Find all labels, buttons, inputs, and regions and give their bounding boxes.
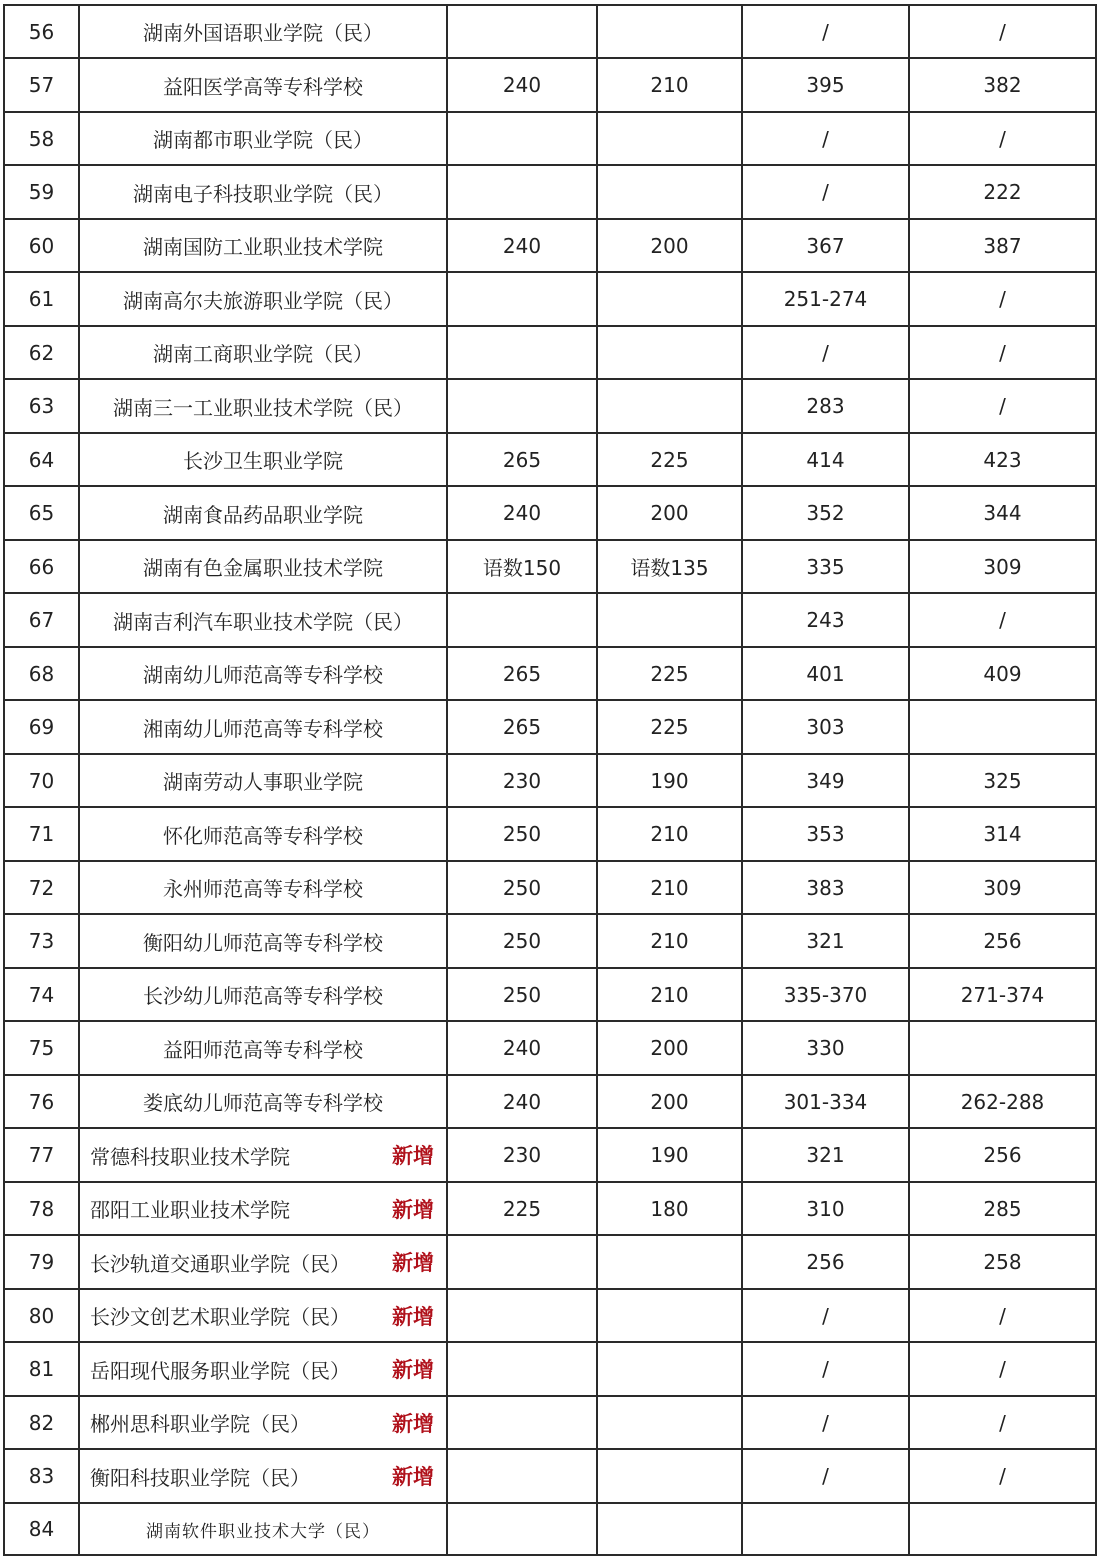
score-col-3-cell: /	[742, 1342, 909, 1396]
score-col-3-cell: 251-274	[742, 272, 909, 326]
school-name-cell	[79, 433, 447, 486]
score-col-1-cell: 265	[447, 433, 597, 486]
table-row	[4, 1289, 1096, 1342]
score-col-1-cell	[447, 379, 597, 433]
table-row	[4, 968, 1096, 1021]
table-row	[4, 58, 1096, 112]
table-body	[4, 5, 1096, 1555]
school-name-cell	[79, 1289, 447, 1342]
score-col-4-cell: 262-288	[909, 1075, 1096, 1128]
table-row	[4, 540, 1096, 593]
row-number-cell: 71	[4, 807, 79, 861]
table-row	[4, 1182, 1096, 1235]
score-col-2-cell: 180	[597, 1182, 742, 1235]
row-number-cell: 66	[4, 540, 79, 593]
table-row	[4, 1128, 1096, 1182]
school-name-text: 娄底幼儿师范高等专科学校	[143, 1091, 383, 1115]
school-name-text: 长沙卫生职业学院	[183, 449, 343, 473]
table-row	[4, 1396, 1096, 1449]
row-number-cell: 67	[4, 593, 79, 647]
row-number-cell: 75	[4, 1021, 79, 1075]
row-number-cell: 68	[4, 647, 79, 700]
score-col-2-cell: 190	[597, 754, 742, 807]
table-row	[4, 861, 1096, 914]
score-col-3-cell: 310	[742, 1182, 909, 1235]
new-badge: 新增	[392, 1251, 434, 1275]
score-col-2-cell: 210	[597, 861, 742, 914]
score-col-4-cell	[909, 1503, 1096, 1555]
row-number-cell: 62	[4, 326, 79, 379]
score-col-1-cell: 265	[447, 647, 597, 700]
score-col-4-cell: 314	[909, 807, 1096, 861]
score-col-1-cell: 250	[447, 807, 597, 861]
school-name-text: 湖南幼儿师范高等专科学校	[143, 663, 383, 687]
school-name-text: 郴州思科职业学院（民）	[90, 1412, 310, 1436]
score-col-4-cell: /	[909, 1289, 1096, 1342]
table-row	[4, 1449, 1096, 1503]
table-row	[4, 754, 1096, 807]
score-col-4-cell: 256	[909, 1128, 1096, 1182]
school-name-text: 湖南三一工业职业技术学院（民）	[113, 395, 413, 420]
school-name-cell	[79, 272, 447, 326]
score-col-3-cell: 349	[742, 754, 909, 807]
school-name-cell	[79, 58, 447, 112]
school-name-text: 湖南软件职业技术大学（民）	[146, 1521, 380, 1542]
row-number-cell: 56	[4, 5, 79, 58]
table-row	[4, 914, 1096, 968]
score-col-2-cell: 210	[597, 914, 742, 968]
score-col-2-cell	[597, 165, 742, 219]
score-col-3-cell: 301-334	[742, 1075, 909, 1128]
score-col-4-cell: 423	[909, 433, 1096, 486]
row-number-cell: 58	[4, 112, 79, 165]
score-col-1-cell: 225	[447, 1182, 597, 1235]
school-name-text: 岳阳现代服务职业学院（民）	[90, 1358, 350, 1383]
score-col-4-cell: /	[909, 5, 1096, 58]
school-name-cell	[79, 1449, 447, 1503]
table-row	[4, 1503, 1096, 1555]
row-number-cell: 61	[4, 272, 79, 326]
score-col-4-cell: 258	[909, 1235, 1096, 1289]
score-col-2-cell	[597, 1396, 742, 1449]
score-col-2-cell: 210	[597, 58, 742, 112]
score-col-3-cell: /	[742, 112, 909, 165]
score-col-3-cell: 352	[742, 486, 909, 540]
score-col-4-cell: 271-374	[909, 968, 1096, 1021]
row-number-cell: 80	[4, 1289, 79, 1342]
score-col-4-cell	[909, 1021, 1096, 1075]
score-col-2-cell: 200	[597, 486, 742, 540]
school-name-cell	[79, 1342, 447, 1396]
row-number-cell: 76	[4, 1075, 79, 1128]
table-row	[4, 112, 1096, 165]
score-col-2-cell	[597, 1235, 742, 1289]
school-name-text: 湘南幼儿师范高等专科学校	[143, 716, 383, 741]
school-name-text: 湖南吉利汽车职业技术学院（民）	[113, 609, 413, 634]
school-name-cell	[79, 861, 447, 914]
score-col-4-cell: 387	[909, 219, 1096, 272]
school-name-cell	[79, 1503, 447, 1555]
score-col-3-cell: 321	[742, 914, 909, 968]
table-row	[4, 433, 1096, 486]
school-name-text: 益阳师范高等专科学校	[163, 1037, 363, 1062]
score-col-4-cell: 344	[909, 486, 1096, 540]
table-row	[4, 1021, 1096, 1075]
score-col-2-cell: 225	[597, 647, 742, 700]
row-number-cell: 65	[4, 486, 79, 540]
score-col-2-cell: 190	[597, 1128, 742, 1182]
school-name-text: 邵阳工业职业技术学院	[90, 1198, 290, 1222]
score-col-3-cell: /	[742, 1289, 909, 1342]
score-col-2-cell: 225	[597, 700, 742, 754]
score-col-3-cell: /	[742, 326, 909, 379]
score-col-2-cell: 200	[597, 219, 742, 272]
score-col-4-cell: 222	[909, 165, 1096, 219]
school-name-text: 湖南食品药品职业学院	[163, 502, 363, 527]
table-row	[4, 647, 1096, 700]
row-number-cell: 59	[4, 165, 79, 219]
new-badge: 新增	[392, 1197, 434, 1222]
school-name-text: 湖南高尔夫旅游职业学院（民）	[123, 288, 403, 313]
row-number-cell: 79	[4, 1235, 79, 1289]
score-col-2-cell: 200	[597, 1075, 742, 1128]
table-row	[4, 700, 1096, 754]
new-badge: 新增	[392, 1144, 434, 1168]
school-name-cell	[79, 1235, 447, 1289]
score-col-1-cell: 240	[447, 486, 597, 540]
score-col-3-cell: 414	[742, 433, 909, 486]
school-name-cell	[79, 1075, 447, 1128]
score-col-2-cell	[597, 272, 742, 326]
row-number-cell: 78	[4, 1182, 79, 1235]
school-name-text: 湖南电子科技职业学院（民）	[133, 181, 393, 206]
admission-score-table	[3, 4, 1097, 1556]
score-col-1-cell	[447, 1449, 597, 1503]
score-col-3-cell: 243	[742, 593, 909, 647]
row-number-cell: 69	[4, 700, 79, 754]
score-col-4-cell: /	[909, 1342, 1096, 1396]
score-col-2-cell: 200	[597, 1021, 742, 1075]
score-col-4-cell: /	[909, 1449, 1096, 1503]
score-col-3-cell: 321	[742, 1128, 909, 1182]
table-row	[4, 272, 1096, 326]
score-col-1-cell	[447, 1396, 597, 1449]
school-name-text: 长沙轨道交通职业学院（民）	[90, 1251, 350, 1276]
score-col-1-cell	[447, 272, 597, 326]
row-number-cell: 70	[4, 754, 79, 807]
table-row	[4, 807, 1096, 861]
score-col-4-cell: /	[909, 379, 1096, 433]
score-col-2-cell	[597, 326, 742, 379]
school-name-cell	[79, 379, 447, 433]
score-col-1-cell: 语数150	[447, 540, 597, 593]
score-col-1-cell: 240	[447, 1075, 597, 1128]
school-name-text: 怀化师范高等专科学校	[163, 823, 363, 848]
row-number-cell: 84	[4, 1503, 79, 1555]
school-name-cell	[79, 1396, 447, 1449]
school-name-cell	[79, 754, 447, 807]
score-col-2-cell	[597, 5, 742, 58]
score-col-1-cell: 230	[447, 1128, 597, 1182]
score-col-1-cell: 240	[447, 1021, 597, 1075]
table-row	[4, 593, 1096, 647]
score-col-2-cell: 225	[597, 433, 742, 486]
score-col-4-cell: /	[909, 326, 1096, 379]
school-name-text: 常德科技职业技术学院	[90, 1144, 290, 1169]
row-number-cell: 57	[4, 58, 79, 112]
score-col-1-cell	[447, 165, 597, 219]
score-col-2-cell	[597, 1342, 742, 1396]
score-col-1-cell: 240	[447, 58, 597, 112]
score-col-1-cell: 250	[447, 968, 597, 1021]
score-col-2-cell	[597, 379, 742, 433]
score-col-3-cell: 401	[742, 647, 909, 700]
score-col-3-cell: 303	[742, 700, 909, 754]
school-name-cell	[79, 219, 447, 272]
score-col-1-cell	[447, 1235, 597, 1289]
row-number-cell: 72	[4, 861, 79, 914]
score-col-1-cell: 265	[447, 700, 597, 754]
school-name-cell	[79, 968, 447, 1021]
score-col-4-cell: 285	[909, 1182, 1096, 1235]
school-name-cell	[79, 112, 447, 165]
table-row	[4, 486, 1096, 540]
school-name-text: 永州师范高等专科学校	[163, 877, 363, 901]
score-col-3-cell	[742, 1503, 909, 1555]
row-number-cell: 60	[4, 219, 79, 272]
row-number-cell: 64	[4, 433, 79, 486]
score-col-2-cell: 210	[597, 968, 742, 1021]
score-col-1-cell: 240	[447, 219, 597, 272]
school-name-cell	[79, 1128, 447, 1182]
school-name-text: 长沙文创艺术职业学院（民）	[90, 1305, 350, 1329]
score-col-2-cell	[597, 1289, 742, 1342]
new-badge: 新增	[392, 1358, 434, 1382]
score-col-3-cell: 395	[742, 58, 909, 112]
score-col-3-cell: 283	[742, 379, 909, 433]
school-name-cell	[79, 647, 447, 700]
school-name-cell	[79, 326, 447, 379]
table-row	[4, 219, 1096, 272]
score-col-4-cell: 309	[909, 540, 1096, 593]
school-name-text: 湖南有色金属职业技术学院	[143, 556, 383, 580]
school-name-text: 衡阳幼儿师范高等专科学校	[143, 930, 383, 955]
new-badge: 新增	[392, 1411, 434, 1436]
score-col-2-cell: 语数135	[597, 540, 742, 593]
score-col-4-cell: 256	[909, 914, 1096, 968]
score-col-4-cell: /	[909, 112, 1096, 165]
score-col-3-cell: 330	[742, 1021, 909, 1075]
new-badge: 新增	[392, 1304, 434, 1329]
school-name-cell	[79, 5, 447, 58]
table-row	[4, 5, 1096, 58]
row-number-cell: 73	[4, 914, 79, 968]
score-col-3-cell: 367	[742, 219, 909, 272]
school-name-cell	[79, 700, 447, 754]
score-col-1-cell: 250	[447, 861, 597, 914]
school-name-cell	[79, 914, 447, 968]
row-number-cell: 63	[4, 379, 79, 433]
table-row	[4, 1342, 1096, 1396]
score-col-4-cell: 325	[909, 754, 1096, 807]
score-col-1-cell: 250	[447, 914, 597, 968]
row-number-cell: 82	[4, 1396, 79, 1449]
school-name-text: 衡阳科技职业学院（民）	[90, 1465, 310, 1490]
row-number-cell: 81	[4, 1342, 79, 1396]
score-col-3-cell: 335-370	[742, 968, 909, 1021]
school-name-cell	[79, 486, 447, 540]
row-number-cell: 83	[4, 1449, 79, 1503]
school-name-cell	[79, 1021, 447, 1075]
school-name-text: 湖南劳动人事职业学院	[163, 770, 363, 794]
school-name-cell	[79, 165, 447, 219]
score-col-3-cell: 256	[742, 1235, 909, 1289]
school-name-cell	[79, 1182, 447, 1235]
score-col-1-cell	[447, 326, 597, 379]
school-name-text: 湖南都市职业学院（民）	[153, 128, 373, 152]
table-row	[4, 1235, 1096, 1289]
table-row	[4, 1075, 1096, 1128]
score-col-3-cell: /	[742, 165, 909, 219]
row-number-cell: 74	[4, 968, 79, 1021]
score-col-1-cell	[447, 1503, 597, 1555]
school-name-cell	[79, 807, 447, 861]
score-col-2-cell	[597, 1503, 742, 1555]
score-col-3-cell: 353	[742, 807, 909, 861]
score-col-1-cell	[447, 5, 597, 58]
school-name-text: 湖南工商职业学院（民）	[153, 342, 373, 366]
score-col-1-cell	[447, 593, 597, 647]
score-col-4-cell: 382	[909, 58, 1096, 112]
score-col-3-cell: /	[742, 5, 909, 58]
score-col-4-cell: 309	[909, 861, 1096, 914]
table-row	[4, 326, 1096, 379]
school-name-cell	[79, 540, 447, 593]
table-row	[4, 165, 1096, 219]
score-col-1-cell: 230	[447, 754, 597, 807]
score-col-4-cell: /	[909, 1396, 1096, 1449]
score-col-4-cell	[909, 700, 1096, 754]
school-name-cell	[79, 593, 447, 647]
score-col-2-cell	[597, 593, 742, 647]
school-name-text: 湖南外国语职业学院（民）	[143, 21, 383, 45]
score-col-2-cell	[597, 112, 742, 165]
row-number-cell: 77	[4, 1128, 79, 1182]
school-name-text: 湖南国防工业职业技术学院	[143, 235, 383, 259]
school-name-text: 益阳医学高等专科学校	[163, 74, 363, 99]
score-col-4-cell: 409	[909, 647, 1096, 700]
score-col-1-cell	[447, 112, 597, 165]
score-col-3-cell: /	[742, 1449, 909, 1503]
table-row	[4, 379, 1096, 433]
score-col-4-cell: /	[909, 272, 1096, 326]
score-col-3-cell: /	[742, 1396, 909, 1449]
score-col-1-cell	[447, 1289, 597, 1342]
score-col-1-cell	[447, 1342, 597, 1396]
score-col-2-cell	[597, 1449, 742, 1503]
score-col-3-cell: 383	[742, 861, 909, 914]
score-col-4-cell: /	[909, 593, 1096, 647]
score-col-3-cell: 335	[742, 540, 909, 593]
score-col-2-cell: 210	[597, 807, 742, 861]
school-name-text: 长沙幼儿师范高等专科学校	[143, 984, 383, 1008]
new-badge: 新增	[392, 1465, 434, 1489]
